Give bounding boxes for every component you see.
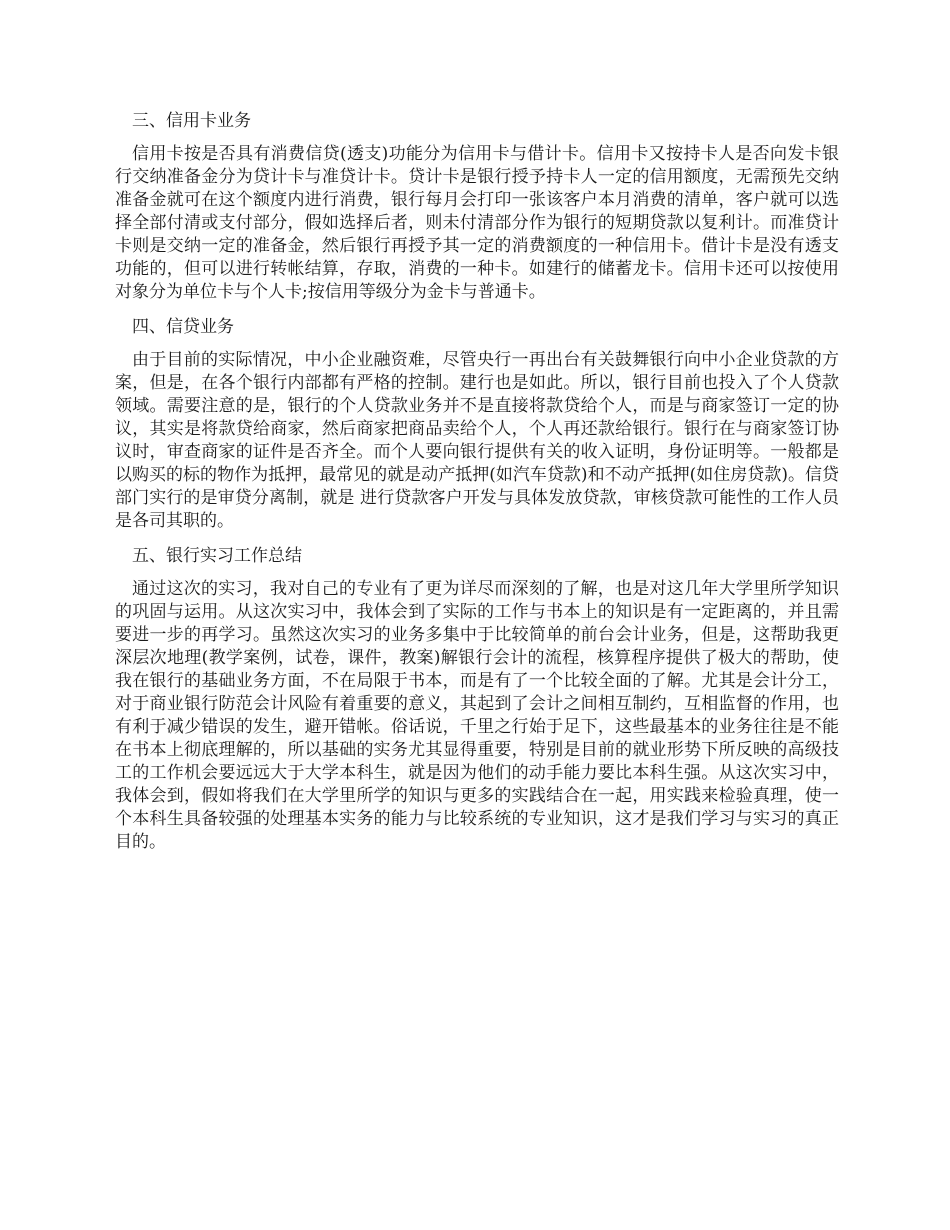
section-heading: 四、信贷业务 [132, 317, 234, 337]
section-heading: 三、信用卡业务 [132, 111, 251, 131]
section-internship-summary [115, 545, 839, 854]
section-paragraph: 信用卡按是否具有消费信贷(透支)功能分为信用卡与借计卡。信用卡又按持卡人是否向发卡银行交纳准备金分为贷计卡与准贷计卡。贷计卡是银行授予持卡人一定的信用额度，无需预先交纳准备金就可在这个额度内进行消费，银行每月会打印一张该客户本月消费的清单，客户就可以选择全部付清或支付部分，假如选择后者，则未付清部分作为银行的短期贷款以复利计。而准贷计卡则是交纳一定的准备金，然后银行再授予其一定的消费额度的一种信用卡。借计卡是没有透支功能的，但可以进行转帐结算，存取，消费的一种卡。如建行的储蓄龙卡。信用卡还可以按使用对象分为单位卡与个人卡;按信用等级分为金卡与普通卡。 [115, 144, 839, 302]
section-heading: 五、银行实习工作总结 [132, 546, 302, 566]
section-credit-loan [115, 316, 839, 533]
section-paragraph: 通过这次的实习，我对自己的专业有了更为详尽而深刻的了解，也是对这几年大学里所学知识的巩固与运用。从这次实习中，我体会到了实际的工作与书本上的知识是有一定距离的，并且需要进一步的再学习。虽然这次实习的业务多集中于比较简单的前台会计业务，但是，这帮助我更深层次地理(教学案例，试卷，课件，教案)解银行会计的流程，核算程序提供了极大的帮助，使我在银行的基础业务方面，不在局限于书本，而是有了一个比较全面的了解。尤其是会计分工，对于商业银行防范会计风险有着重要的意义，其起到了会计之间相互制约，互相监督的作用，也有利于减少错误的发生，避开错帐。俗话说，千里之行始于足下，这些最基本的业务往往是不能在书本上彻底理解的，所以基础的实务尤其显得重要，特别是目前的就业形势下所反映的高级技工的工作机会要远远大于大学本科生，就是因为他们的动手能力要比本科生强。从这次实习中，我体会到，假如将我们在大学里所学的知识与更多的实践结合在一起，用实践来检验真理，使一个本科生具备较强的处理基本实务的能力与比较系统的专业知识，这才是我们学习与实习的真正目的。 [115, 579, 839, 852]
document-page [115, 110, 839, 866]
section-paragraph: 由于目前的实际情况，中小企业融资难，尽管央行一再出台有关鼓舞银行向中小企业贷款的方案，但是，在各个银行内部都有严格的控制。建行也是如此。所以，银行目前也投入了个人贷款领域。需要注意的是，银行的个人贷款业务并不是直接将款贷给个人，而是与商家签订一定的协议，其实是将款贷给商家，然后商家把商品卖给个人，个人再还款给银行。银行在与商家签订协议时，审查商家的证件是否齐全。而个人要向银行提供有关的收入证明，身份证明等。一般都是以购买的标的物作为抵押，最常见的就是动产抵押(如汽车贷款)和不动产抵押(如住房贷款)。信贷部门实行的是审贷分离制，就是 进行贷款客户开发与具体发放贷款，审核贷款可能性的工作人员是各司其职的。 [115, 350, 839, 531]
section-credit-card [115, 110, 839, 304]
